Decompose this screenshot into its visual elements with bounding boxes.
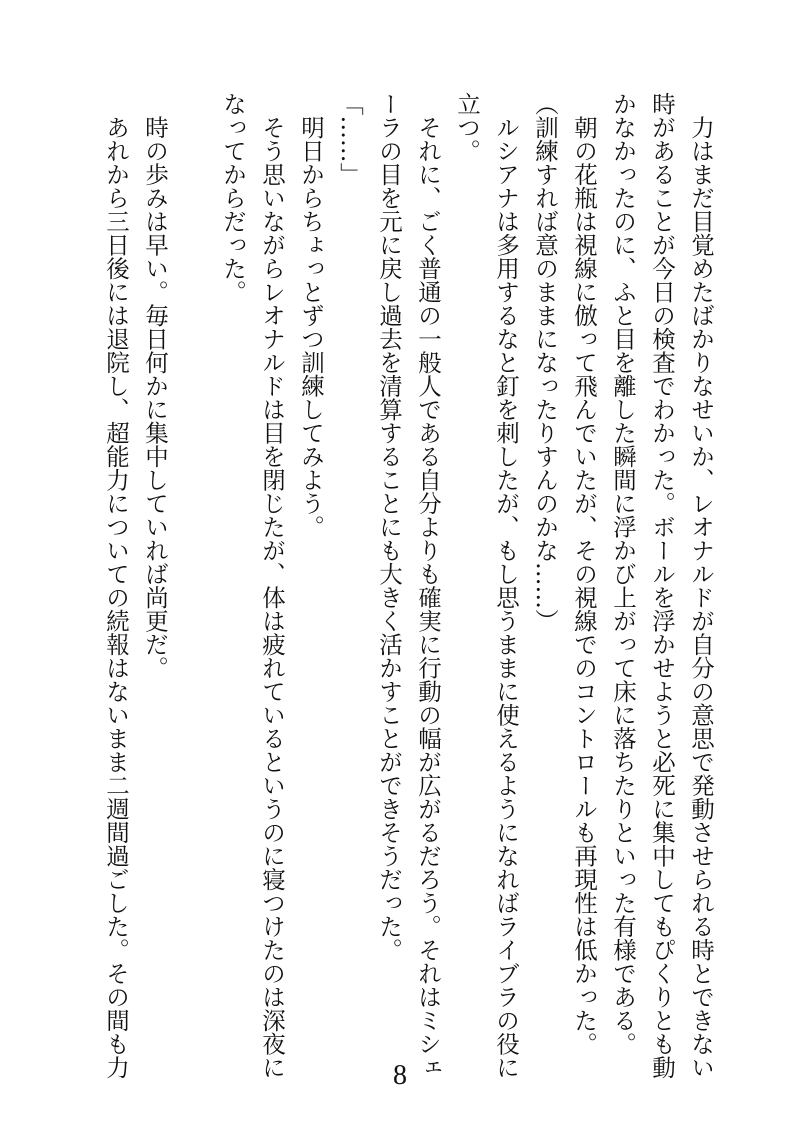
blank-line — [174, 92, 213, 1060]
text-line: かなかったのに、ふと目を離した瞬間に浮かび上がって床に落ちたりといった有様である。 — [609, 92, 637, 1056]
text-line: 力はまだ目覚めたばかりなせいか、レオナルドが自分の意思で発動させられる時とできない — [687, 92, 715, 1079]
text-line: （訓練すれば意のままになったりすんのかな……） — [531, 92, 559, 633]
text-line: 明日からちょっとずつ訓練してみよう。 — [297, 92, 325, 539]
page-number: 8 — [393, 1060, 407, 1091]
text-line: 時の歩みは早い。毎日何かに集中していれば尚更だ。 — [141, 92, 169, 680]
text-line: なってからだった。 — [219, 92, 247, 304]
text-line: ルシアナは多用するなと釘を刺したが、もし思うままに使えるようになればライブラの役に — [492, 92, 520, 1079]
text-line: そう思いながらレオナルドは目を閉じたが、体は疲れているというのに寝つけたのは深夜に — [258, 92, 286, 1079]
text-line: ーラの目を元に戻し過去を清算することにも大きく活かすことができそうだった。 — [375, 92, 403, 962]
text-line: あれから三日後には退院し、超能力についての続報はないまま二週間過ごした。その間も力 — [102, 92, 130, 1079]
text-line: 立つ。 — [453, 92, 481, 163]
text-line: 時があることが今日の検査でわかった。ボールを浮かせようと必死に集中してもぴくりとも動 — [648, 92, 676, 1079]
text-line: 朝の花瓶は視線に倣って飛んでいたが、その視線でのコントロールも再現性は低かった。 — [570, 92, 598, 1056]
text-line: 「……」 — [336, 92, 364, 186]
vertical-text-body — [96, 92, 720, 1079]
text-line: それに、ごく普通の一般人である自分よりも確実に行動の幅が広がるだろう。それはミシェ — [414, 92, 442, 1079]
